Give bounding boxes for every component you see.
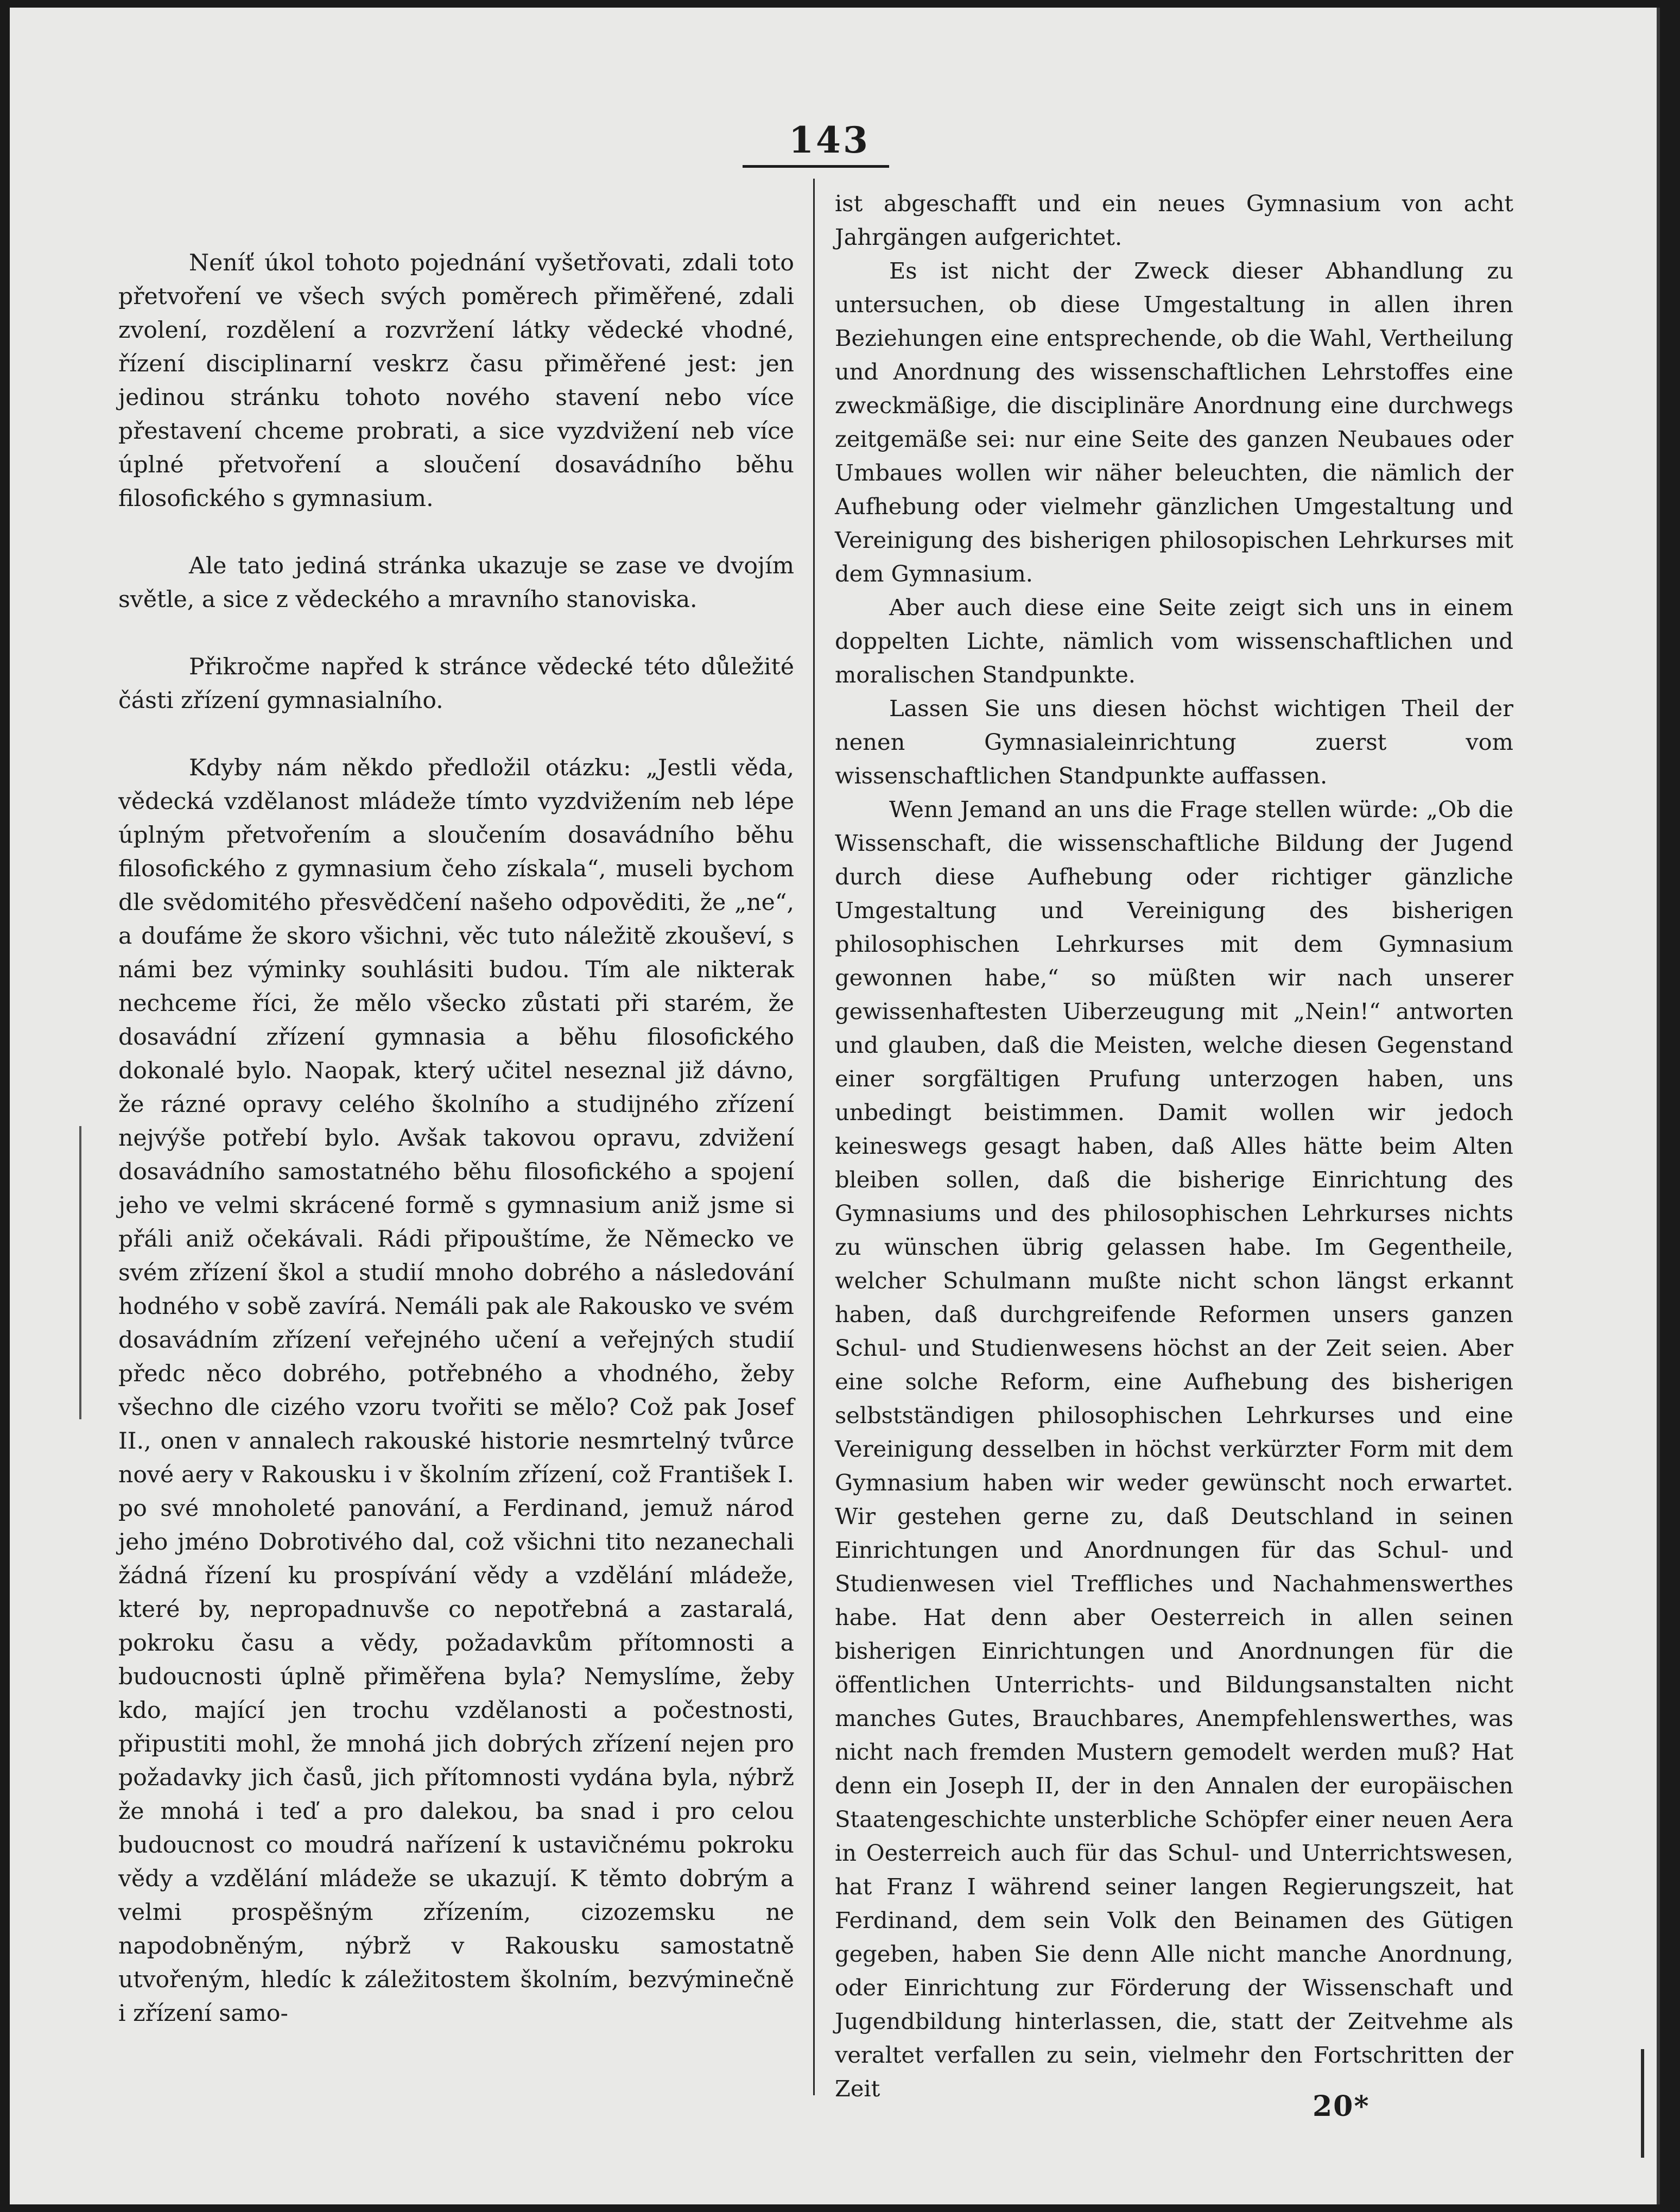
left-paragraph: Ale tato jediná stránka ukazuje se zase ve dvojím světle, a sice z vědeckého a mravního stanoviska. bbox=[118, 553, 794, 613]
edge-mark bbox=[1641, 2049, 1644, 2158]
left-paragraph: Neníť úkol tohoto pojednání vyšetřovati, zdali toto přetvoření ve všech svých poměrech přiměřené, zdali zvolení, rozdělení a rozvržení látky vědecké vhodné, řízení disciplinarní veskrz času přiměřené jest: jen jedinou stránku tohoto nového stavení nebo více přestavení chceme probrati, a sice vyzdvižení neb více úplné přetvoření a sloučení dosavádního běhu filosofického s gymnasium. bbox=[118, 250, 794, 512]
printer-signature: 20* bbox=[1313, 2090, 1370, 2123]
column-divider bbox=[813, 179, 815, 2095]
right-paragraph: ist abgeschafft und ein neues Gymnasium von acht Jahrgängen aufgerichtet. bbox=[835, 190, 1513, 250]
document-page bbox=[10, 8, 1660, 2204]
right-paragraph: Lassen Sie uns diesen höchst wichtigen Theil der nenen Gymnasialeinrichtung zuerst vom wissenschaftlichen Standpunkte auffassen. bbox=[835, 695, 1513, 789]
right-paragraph: Es ist nicht der Zweck dieser Abhandlung zu untersuchen, ob diese Umgestaltung in allen ihren Beziehungen eine entsprechende, ob die Wahl, Vertheilung und Anordnung des wissenschaftlichen Lehrstoffes eine zweckmäßige, die disciplinäre Anordnung eine durchwegs zeitgemäße sei: nur eine Seite des ganzen Neubaues oder Umbaues wollen wir näher beleuchten, die nämlich der Aufhebung oder vielmehr gänzlichen Umgestaltung und Vereinigung des bisherigen philosopischen Lehrkurses mit dem Gymnasium. bbox=[835, 257, 1513, 587]
right-paragraph: Aber auch diese eine Seite zeigt sich uns in einem doppelten Lichte, nämlich vom wissenschaftlichen und moralischen Standpunkte. bbox=[835, 594, 1513, 688]
page-number: 143 bbox=[789, 119, 870, 161]
right-column-german bbox=[835, 187, 1513, 2106]
left-column-czech bbox=[118, 247, 794, 2031]
left-paragraph: Přikročme napřed k stránce vědecké této důležité části zřízení gymnasialního. bbox=[118, 654, 794, 714]
left-paragraph: Kdyby nám někdo předložil otázku: „Jestli věda, vědecká vzdělanost mládeže tímto vyzdvižením neb lépe úplným přetvořením a sloučením dosavádního běhu filosofického z gymnasium čeho získala“, museli bychom dle svědomitého přesvědčení našeho odpověditi, že „ne“, a doufáme že skoro všichni, věc tuto náležitě zkouševí, s námi bez výminky souhlásiti budou. Tím ale nikterak nechceme říci, že mělo všecko zůstati při starém, že dosavádní zřízení gymnasia a běhu filosofického dokonalé bylo. Naopak, který učitel neseznal již dávno, že rázné opravy celého školního a studijného zřízení nejvýše potřebí bylo. Avšak takovou opravu, zdvižení dosavádního samostatného běhu filosofického a spojení jeho ve velmi skrácené formě s gymnasium aniž jsme si přáli aniž očekávali. Rádi připouštíme, že Německo ve svém zřízení škol a studií mnoho dobrého a následování hodného v sobě zavírá. Nemáli pak ale Rakousko ve svém dosavádním zřízení veřejného učení a veřejných studií předc něco dobrého, potřebného a vhodného, žeby všechno dle cizého vzoru tvořiti se mělo? Což pak Josef II., onen v annalech rakouské historie nesmrtelný tvůrce nové aery v Rakousku i v školním zřízení, což František I. po své mnoholeté panování, a Ferdinand, jemuž národ jeho jméno Dobrotivého dal, což všichni tito nezanechali žádná řízení ku prospívání vědy a vzdělání mládeže, které by, nepropadnuvše co nepotřebná a zastaralá, pokroku času a vědy, požadavkům přítomnosti a budoucnosti úplně přiměřena byla? Nemyslíme, žeby kdo, mající jen trochu vzdělanosti a počestnosti, připustiti mohl, že mnohá jich dobrých zřízení nejen pro požadavky jich časů, jich přítomnosti vydána byla, nýbrž že mnohá i teď a pro dalekou, ba snad i pro celou budoucnost co moudrá nařízení k ustavičnému pokroku vědy a vzdělání mládeže se ukazují. K těmto dobrým a velmi prospěšným zřízením, cizozemsku ne napodobněným, nýbrž v Rakousku samostatně utvořeným, hledíc k záležitostem školním, bezvýminečně i zřízení samo- bbox=[118, 755, 794, 2027]
margin-mark bbox=[79, 1126, 81, 1419]
right-paragraph: Wenn Jemand an uns die Frage stellen würde: „Ob die Wissenschaft, die wissenschaftliche Bildung der Jugend durch diese Aufhebung oder richtiger gänzliche Umgestaltung und Vereinigung des bisherigen philosophischen Lehrkurses mit dem Gymnasium gewonnen habe,“ so müßten wir nach unserer gewissenhaftesten Uiberzeugung mit „Nein!“ antworten und glauben, daß die Meisten, welche diesen Gegenstand einer sorgfältigen Prufung unterzogen haben, uns unbedingt beistimmen. Damit wollen wir jedoch keineswegs gesagt haben, daß Alles hätte beim Alten bleiben sollen, daß die bisherige Einrichtung des Gymnasiums und des philosophischen Lehrkurses nichts zu wünschen übrig gelassen habe. Im Gegentheile, welcher Schulmann mußte nicht schon längst erkannt haben, daß durchgreifende Reformen unsers ganzen Schul- und Studienwesens höchst an der Zeit seien. Aber eine solche Reform, eine Aufhebung des bisherigen selbstständigen philosophischen Lehrkurses und eine Vereinigung desselben in höchst verkürzter Form mit dem Gymnasium haben wir weder gewünscht noch erwartet. Wir gestehen gerne zu, daß Deutschland in seinen Einrichtungen und Anordnungen für das Schul- und Studienwesen viel Treffliches und Nachahmenswerthes habe. Hat denn aber Oesterreich in allen seinen bisherigen Einrichtungen und Anordnungen für die öffentlichen Unterrichts- und Bildungsanstalten nicht manches Gutes, Brauchbares, Anempfehlenswerthes, was nicht nach fremden Mustern gemodelt werden muß? Hat denn ein Joseph II, der in den Annalen der europäischen Staatengeschichte unsterbliche Schöpfer einer neuen Aera in Oesterreich auch für das Schul- und Unterrichtswesen, hat Franz I während seiner langen Regierungszeit, hat Ferdinand, dem sein Volk den Beinamen des Gütigen gegeben, haben Sie denn Alle nicht manche Anordnung, oder Einrichtung zur Förderung der Wissenschaft und Jugendbildung hinterlassen, die, statt der Zeitvehme als veraltet verfallen zu sein, vielmehr den Fortschritten der Zeit bbox=[835, 796, 1513, 2102]
page-number-rule bbox=[743, 165, 889, 168]
